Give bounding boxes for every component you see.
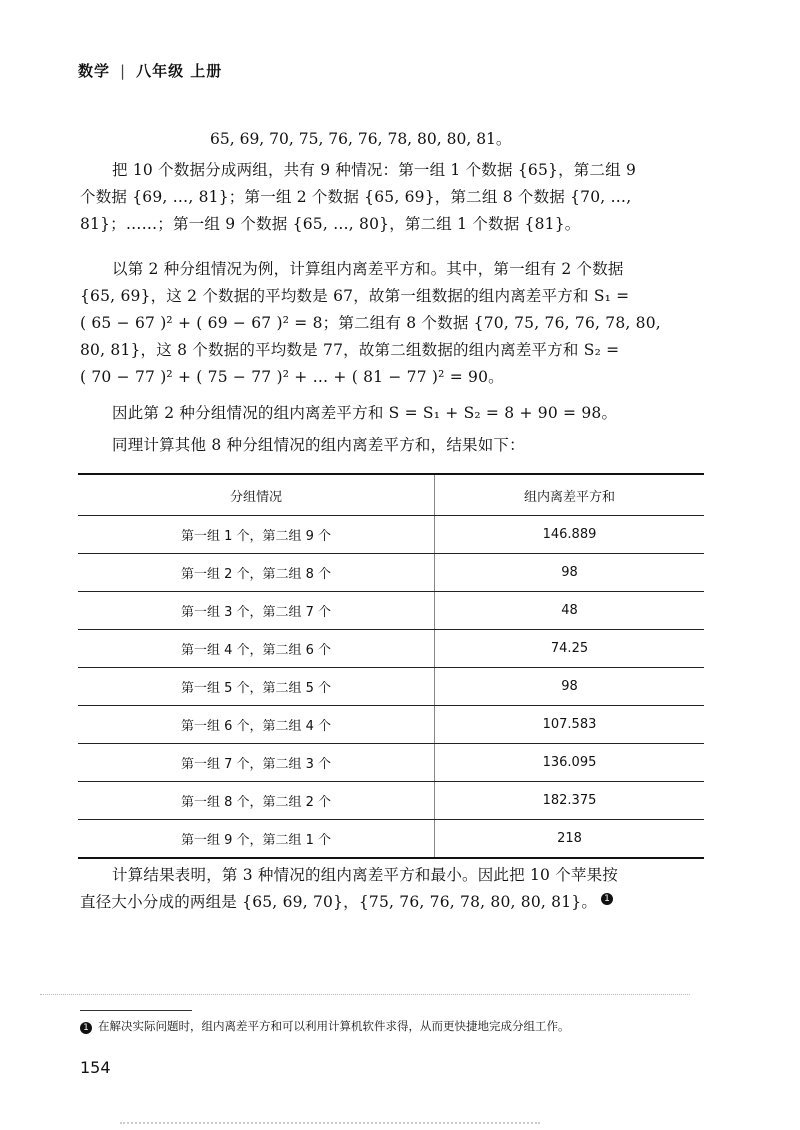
cell-value: 218 bbox=[435, 820, 705, 859]
cell-grouping: 第一组 8 个，第二组 2 个 bbox=[78, 782, 435, 820]
cell-grouping: 第一组 2 个，第二组 8 个 bbox=[78, 554, 435, 592]
header-subject: 数学 bbox=[78, 62, 111, 80]
column-header-sum-of-squares: 组内离差平方和 bbox=[435, 474, 705, 516]
cell-grouping: 第一组 5 个，第二组 5 个 bbox=[78, 668, 435, 706]
table-row bbox=[78, 782, 704, 820]
cell-value: 98 bbox=[435, 554, 705, 592]
paragraph-partitions bbox=[80, 157, 705, 238]
paragraph-line: 把 10 个数据分成两组，共有 9 种情况：第一组 1 个数据 {65}，第二组 9 bbox=[112, 161, 637, 179]
cell-grouping: 第一组 7 个，第二组 3 个 bbox=[78, 744, 435, 782]
page-number: 154 bbox=[80, 1058, 111, 1077]
paragraph-line: ( 70 − 77 )² + ( 75 − 77 )² + … + ( 81 − 77 )² = 90。 bbox=[80, 368, 504, 386]
paragraph-line: 80, 81}，这 8 个数据的平均数是 77，故第二组数据的组内离差平方和 S₂ = bbox=[80, 341, 620, 359]
scan-artifact bbox=[40, 994, 690, 995]
table-row bbox=[78, 554, 704, 592]
cell-grouping: 第一组 3 个，第二组 7 个 bbox=[78, 592, 435, 630]
cell-value: 98 bbox=[435, 668, 705, 706]
cell-value: 74.25 bbox=[435, 630, 705, 668]
cell-grouping: 第一组 9 个，第二组 1 个 bbox=[78, 820, 435, 859]
cell-grouping: 第一组 4 个，第二组 6 个 bbox=[78, 630, 435, 668]
cell-value: 146.889 bbox=[435, 516, 705, 554]
table-row bbox=[78, 516, 704, 554]
cell-grouping: 第一组 6 个，第二组 4 个 bbox=[78, 706, 435, 744]
conclusion-line-text: 直径大小分成的两组是 {65, 69, 70}，{75, 76, 76, 78, 80, 80, 81}。 bbox=[80, 893, 598, 911]
table-row bbox=[78, 706, 704, 744]
scan-artifact bbox=[120, 1122, 540, 1124]
results-table bbox=[78, 473, 704, 859]
paragraph-example bbox=[80, 256, 705, 391]
table-row bbox=[78, 668, 704, 706]
header-grade: 八年级 上册 bbox=[136, 62, 223, 80]
cell-grouping: 第一组 1 个，第二组 9 个 bbox=[78, 516, 435, 554]
paragraph-line: 计算结果表明，第 3 种情况的组内离差平方和最小。因此把 10 个苹果按 bbox=[112, 866, 618, 884]
table-row bbox=[78, 592, 704, 630]
data-row: 65, 69, 70, 75, 76, 76, 78, 80, 80, 81。 bbox=[210, 130, 512, 148]
footnote-number-icon: 1 bbox=[80, 1022, 92, 1034]
footnote bbox=[80, 1018, 570, 1034]
cell-value: 107.583 bbox=[435, 706, 705, 744]
page-header bbox=[78, 60, 222, 81]
paragraph-line: ( 65 − 67 )² + ( 69 − 67 )² = 8；第二组有 8 个数据 {70, 75, 76, 76, 78, 80, bbox=[80, 314, 661, 332]
paragraph-line: {65, 69}，这 2 个数据的平均数是 67，故第一组数据的组内离差平方和 S₁ = bbox=[80, 287, 630, 305]
column-header-grouping: 分组情况 bbox=[78, 474, 435, 516]
table-header-row bbox=[78, 474, 704, 516]
paragraph-line bbox=[80, 889, 705, 916]
footnote-divider bbox=[80, 1010, 192, 1011]
paragraph-line: 以第 2 种分组情况为例，计算组内离差平方和。其中，第一组有 2 个数据 bbox=[112, 260, 624, 278]
paragraph-line: 81}；……；第一组 9 个数据 {65, …, 80}，第二组 1 个数据 {81}。 bbox=[80, 215, 581, 233]
footnote-marker-icon[interactable]: 1 bbox=[601, 893, 613, 905]
paragraph-table-intro bbox=[80, 432, 705, 459]
paragraph-line: 因此第 2 种分组情况的组内离差平方和 S = S₁ + S₂ = 8 + 90 = 98。 bbox=[112, 404, 618, 422]
paragraph-sum bbox=[80, 400, 705, 427]
table-row bbox=[78, 820, 704, 859]
footnote-text: 在解决实际问题时，组内离差平方和可以利用计算机软件求得，从而更快捷地完成分组工作。 bbox=[98, 1019, 570, 1033]
cell-value: 48 bbox=[435, 592, 705, 630]
table-row bbox=[78, 744, 704, 782]
header-separator: | bbox=[120, 62, 127, 80]
cell-value: 182.375 bbox=[435, 782, 705, 820]
cell-value: 136.095 bbox=[435, 744, 705, 782]
paragraph-conclusion bbox=[80, 862, 705, 916]
paragraph-line: 同理计算其他 8 种分组情况的组内离差平方和，结果如下： bbox=[112, 436, 525, 454]
paragraph-line: 个数据 {69, …, 81}；第一组 2 个数据 {65, 69}，第二组 8 个数据 {70, …, bbox=[80, 188, 632, 206]
table-row bbox=[78, 630, 704, 668]
